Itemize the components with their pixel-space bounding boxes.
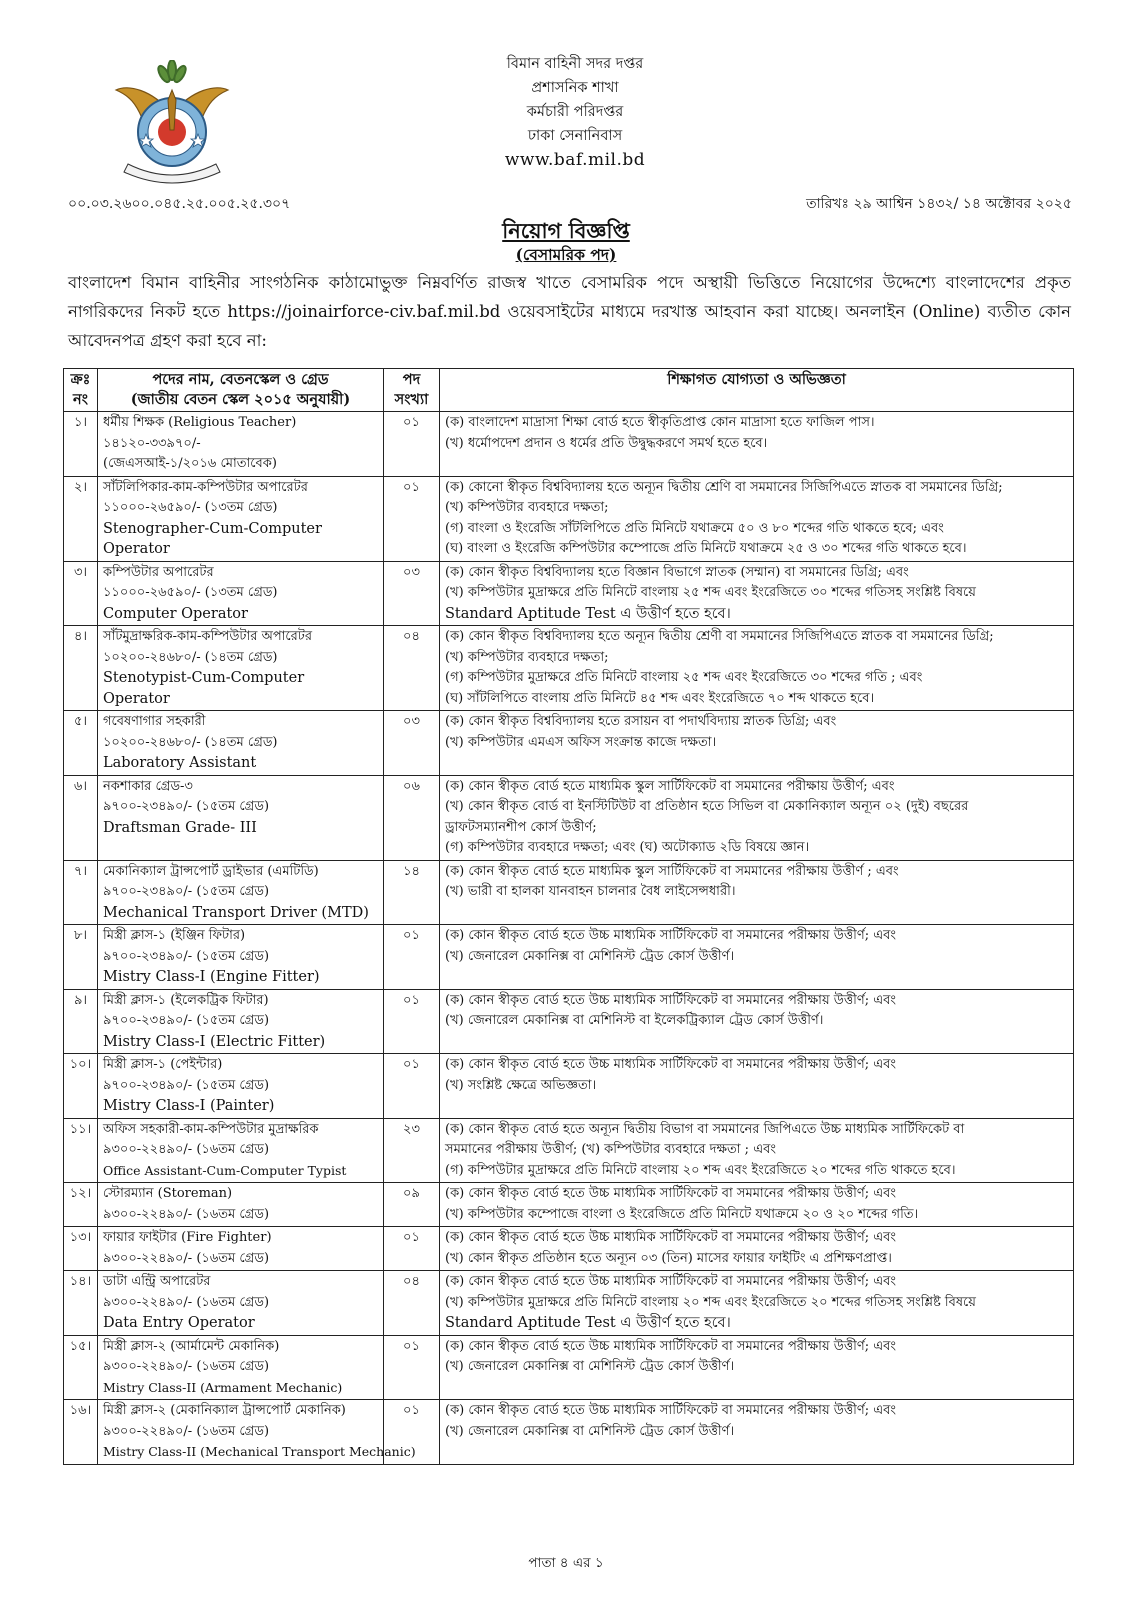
post-line: Mistry Class-II (Armament Mechanic) <box>103 1379 343 1395</box>
row-count: ০৪ <box>384 1271 440 1336</box>
row-count: ১৪ <box>384 860 440 925</box>
row-post <box>98 989 384 1054</box>
qualification-line: (গ) কম্পিউটার মুদ্রাক্ষরে প্রতি মিনিটে বাংলায় ২৫ শব্দ এবং ইংরেজিতে ৩০ শব্দের গতি ; এবং <box>445 670 923 685</box>
qualification-line: (খ) জেনারেল মেকানিক্স বা মেশিনিস্ট ট্রেড কোর্স উত্তীর্ণ। <box>445 948 735 964</box>
qualification-line: (ক) কোনো স্বীকৃত বিশ্ববিদ্যালয় হতে অন্যূন দ্বিতীয় শ্রেণি বা সমমানের সিজিপিএতে স্নাতক বা সমমানের ডিগ্রি; <box>445 479 1003 495</box>
row-serial: ১৫। <box>64 1335 98 1400</box>
table-row <box>64 412 1074 477</box>
qualification-line: (ক) কোন স্বীকৃত বিশ্ববিদ্যালয় হতে বিজ্ঞান বিভাগে স্নাতক (সম্মান) বা সমমানের ডিগ্রি; এবং <box>445 564 909 580</box>
table-row <box>64 1054 1074 1119</box>
row-post <box>98 711 384 776</box>
header-serial-line: নং <box>73 391 88 408</box>
qualification-line: (ক) কোন স্বীকৃত বোর্ড হতে উচ্চ মাধ্যমিক সার্টিফিকেট বা সমমানের পরীক্ষায় উত্তীর্ণ; এবং <box>445 1186 896 1201</box>
table-row <box>64 925 1074 990</box>
row-qualification <box>440 1335 1074 1400</box>
qualification-line: (ক) কোন স্বীকৃত বোর্ড হতে উচ্চ মাধ্যমিক সার্টিফিকেট বা সমমানের পরীক্ষায় উত্তীর্ণ; এবং <box>445 1274 896 1289</box>
qualification-line: (ক) কোন স্বীকৃত বোর্ড হতে উচ্চ মাধ্যমিক সার্টিফিকেট বা সমমানের পরীক্ষায় উত্তীর্ণ; এবং <box>445 1338 896 1354</box>
notice-title: নিয়োগ বিজ্ঞপ্তি <box>502 218 630 243</box>
post-line: ৯৭০০-২৩৪৯০/- (১৫তম গ্রেড) <box>103 1013 270 1028</box>
office-line: প্রশাসনিক শাখা <box>531 80 619 96</box>
row-count: ০১ <box>384 1400 440 1465</box>
post-line: অফিস সহকারী-কাম-কম্পিউটার মুদ্রাক্ষরিক <box>103 1121 319 1137</box>
post-line: ১০২০০-২৪৬৮০/- (১৪তম গ্রেড) <box>103 734 278 750</box>
row-qualification <box>440 989 1074 1054</box>
row-count: ০১ <box>384 476 440 561</box>
qualification-line: (গ) কম্পিউটার ব্যবহারে দক্ষতা; এবং (ঘ) অটোক্যাড ২ডি বিষয়ে জ্ঞান। <box>445 840 810 855</box>
qualification-line: (খ) জেনারেল মেকানিক্স বা মেশিনিস্ট ট্রেড কোর্স উত্তীর্ণ। <box>445 1359 735 1374</box>
qualification-line: (খ) কম্পিউটার মুদ্রাক্ষরে প্রতি মিনিটে বাংলায় ২৫ শব্দ এবং ইংরেজিতে ৩০ শব্দের গতিসহ সংশ্লিষ্ট বিষয়ে <box>445 585 976 600</box>
row-qualification <box>440 775 1074 860</box>
post-line: ৯৩০০-২২৪৯০/- (১৬তম গ্রেড) <box>103 1294 270 1310</box>
qualification-line: (গ) কম্পিউটার মুদ্রাক্ষরে প্রতি মিনিটে বাংলায় ২০ শব্দ এবং ইংরেজিতে ২০ শব্দের গতি থাকতে হবে। <box>445 1162 956 1178</box>
row-count: ০৪ <box>384 626 440 711</box>
row-count: ০৩ <box>384 711 440 776</box>
website-link[interactable]: www.baf.mil.bd <box>504 150 646 170</box>
row-serial: ১৪। <box>64 1271 98 1336</box>
notice-heading <box>0 218 1132 266</box>
post-line: Mistry Class-II (Mechanical Transport Mechanic) <box>103 1444 416 1459</box>
qualification-line: (ক) কোন স্বীকৃত বিশ্ববিদ্যালয় হতে রসায়ন বা পদার্থবিদ্যায় স্নাতক ডিগ্রি; এবং <box>445 714 837 729</box>
row-count: ০৯ <box>384 1183 440 1227</box>
row-qualification <box>440 561 1074 626</box>
baf-emblem-icon <box>112 60 232 188</box>
row-post <box>98 561 384 626</box>
row-serial: ৪। <box>64 626 98 711</box>
post-line: ৯৩০০-২২৪৯০/- (১৬তম গ্রেড) <box>103 1423 270 1439</box>
baf-emblem <box>112 60 232 188</box>
qualification-line: (গ) বাংলা ও ইংরেজি সাঁটলিপিতে প্রতি মিনিটে যথাক্রমে ৫০ ও ৮০ শব্দের গতি থাকতে হবে; এবং <box>445 520 944 536</box>
table-row <box>64 711 1074 776</box>
header-serial <box>64 369 98 412</box>
memo-date: তারিখঃ ২৯ আশ্বিন ১৪৩২/ ১৪ অক্টোবর ২০২৫ <box>806 196 1072 212</box>
row-post <box>98 1335 384 1400</box>
qualification-line: (খ) কম্পিউটার মুদ্রাক্ষরে প্রতি মিনিটে বাংলায় ২০ শব্দ এবং ইংরেজিতে ২০ শব্দের গতিসহ সংশ্লিষ্ট বিষয়ে <box>445 1294 976 1310</box>
row-count: ০১ <box>384 1054 440 1119</box>
header-post-line: (জাতীয় বেতন স্কেল ২০১৫ অনুযায়ী) <box>130 391 351 408</box>
row-post <box>98 860 384 925</box>
post-line: ৯৭০০-২৩৪৯০/- (১৫তম গ্রেড) <box>103 948 270 964</box>
table-body <box>64 412 1074 1465</box>
qualification-line: (ক) কোন স্বীকৃত বোর্ড হতে উচ্চ মাধ্যমিক সার্টিফিকেট বা সমমানের পরীক্ষায় উত্তীর্ণ; এবং <box>445 928 896 943</box>
post-line: Operator <box>103 690 170 707</box>
qualification-line: (ঘ) বাংলা ও ইংরেজি কম্পিউটার কম্পোজে প্রতি মিনিটে যথাক্রমে ২৫ ও ৩০ শব্দের গতি থাকতে হবে। <box>445 541 967 556</box>
memo-number: ০০.০৩.২৬০০.০৪৫.২৫.০০৫.২৫.৩০৭ <box>68 196 291 212</box>
qualification-line: (ক) কোন স্বীকৃত বোর্ড হতে মাধ্যমিক স্কুল সার্টিফিকেট বা সমমানের পরীক্ষায় উত্তীর্ণ ; এবং <box>445 863 899 879</box>
table-row <box>64 561 1074 626</box>
row-post <box>98 925 384 990</box>
post-line: Mistry Class-I (Engine Fitter) <box>103 969 320 985</box>
row-serial: ৯। <box>64 989 98 1054</box>
header-count <box>384 369 440 412</box>
post-line: মিস্ত্রী ক্লাস-১ (ইলেকট্রিক ফিটার) <box>103 992 269 1008</box>
memo-row <box>68 192 1072 212</box>
office-line: বিমান বাহিনী সদর দপ্তর <box>506 56 644 72</box>
qualification-line: (খ) কম্পিউটার ব্যবহারে দক্ষতা; <box>445 500 609 515</box>
row-qualification <box>440 1400 1074 1465</box>
qualification-line: সমমানের পরীক্ষায় উত্তীর্ণ; (খ) কম্পিউটার ব্যবহারে দক্ষতা ; এবং <box>445 1142 776 1157</box>
row-post <box>98 476 384 561</box>
table-row <box>64 1400 1074 1465</box>
row-qualification <box>440 860 1074 925</box>
post-line: নকশাকার গ্রেড-৩ <box>103 778 193 794</box>
row-qualification <box>440 412 1074 477</box>
qualification-line: (খ) জেনারেল মেকানিক্স বা মেশিনিস্ট বা ইলেকট্রিক্যাল ট্রেড কোর্স উত্তীর্ণ। <box>445 1013 824 1028</box>
qualification-line: Standard Aptitude Test এ উত্তীর্ণ হতে হবে। <box>445 1315 731 1331</box>
row-qualification <box>440 711 1074 776</box>
post-line: সাঁটলিপিকার-কাম-কম্পিউটার অপারেটর <box>103 479 308 495</box>
post-line: মিস্ত্রী ক্লাস-১ (ইঞ্জিন ফিটার) <box>103 928 246 943</box>
row-qualification <box>440 1271 1074 1336</box>
qualification-line: (ক) কোন স্বীকৃত বোর্ড হতে উচ্চ মাধ্যমিক সার্টিফিকেট বা সমমানের পরীক্ষায় উত্তীর্ণ; এবং <box>445 1057 896 1072</box>
row-serial: ৩। <box>64 561 98 626</box>
post-line: ১১০০০-২৬৫৯০/- (১৩তম গ্রেড) <box>103 585 278 600</box>
post-line: ধর্মীয় শিক্ষক (Religious Teacher) <box>103 415 297 430</box>
row-post <box>98 1271 384 1336</box>
table-row <box>64 989 1074 1054</box>
table-header-row <box>64 369 1074 412</box>
header-count-line: পদ <box>402 371 421 388</box>
post-line: ৯৭০০-২৩৪৯০/- (১৫তম গ্রেড) <box>103 884 270 899</box>
post-line: ৯৩০০-২২৪৯০/- (১৬তম গ্রেড) <box>103 1250 270 1266</box>
post-line: (জেএসআই-১/২০১৬ মোতাবেক) <box>103 456 277 471</box>
table-row <box>64 476 1074 561</box>
post-line: ১৪১২০-৩৩৯৭০/- <box>103 435 201 451</box>
qualification-line: (খ) কম্পিউটার ব্যবহারে দক্ষতা; <box>445 649 609 665</box>
post-line: কম্পিউটার অপারেটর <box>103 564 214 580</box>
office-header <box>380 52 770 172</box>
post-line: ৯৭০০-২৩৪৯০/- (১৫তম গ্রেড) <box>103 1077 270 1093</box>
qualification-line: Standard Aptitude Test এ উত্তীর্ণ হতে হবে। <box>445 605 731 622</box>
row-post <box>98 775 384 860</box>
post-line: স্টোরম্যান (Storeman) <box>103 1186 233 1201</box>
qualification-line: (ক) কোন স্বীকৃত বোর্ড হতে অন্যূন দ্বিতীয় বিভাগ বা সমমানের জিপিএতে উচ্চ মাধ্যমিক সার্টিফিকেট বা <box>445 1121 965 1137</box>
row-post <box>98 1054 384 1119</box>
qualification-line: (খ) কোন স্বীকৃত প্রতিষ্ঠান হতে অন্যূন ০৩ (তিন) মাসের ফায়ার ফাইটিং এ প্রশিক্ষণপ্রাপ্ত। <box>445 1250 892 1266</box>
post-line: Data Entry Operator <box>103 1315 255 1331</box>
qualification-line: (খ) ভারী বা হালকা যানবাহন চালনার বৈধ লাইসেন্সধারী। <box>445 884 736 899</box>
header-post-line: পদের নাম, বেতনস্কেল ও গ্রেড <box>152 371 329 388</box>
row-count: ০১ <box>384 412 440 477</box>
header-count-line: সংখ্যা <box>394 391 429 408</box>
row-qualification <box>440 626 1074 711</box>
row-qualification <box>440 476 1074 561</box>
post-line: ১০২০০-২৪৬৮০/- (১৪তম গ্রেড) <box>103 649 278 665</box>
row-post <box>98 626 384 711</box>
row-serial: ১৬। <box>64 1400 98 1465</box>
post-line: Office Assistant-Cum-Computer Typist <box>103 1162 347 1178</box>
qualification-line: ড্রাফটসম্যানশীপ কোর্স উত্তীর্ণ; <box>445 819 597 835</box>
table-row <box>64 1271 1074 1336</box>
row-count: ০১ <box>384 989 440 1054</box>
row-count: ০১ <box>384 925 440 990</box>
post-line: ১১০০০-২৬৫৯০/- (১৩তম গ্রেড) <box>103 500 278 515</box>
row-post <box>98 412 384 477</box>
table-row <box>64 775 1074 860</box>
row-serial: ১২। <box>64 1183 98 1227</box>
post-line: Draftsman Grade- III <box>103 819 257 836</box>
post-line: Stenographer-Cum-Computer <box>103 520 322 537</box>
post-line: ৯৩০০-২২৪৯০/- (১৬তম গ্রেড) <box>103 1142 270 1157</box>
row-post <box>98 1400 416 1465</box>
row-serial: ১০। <box>64 1054 98 1119</box>
post-line: গবেষণাগার সহকারী <box>103 714 206 729</box>
table-row <box>64 1118 1074 1183</box>
row-count: ২৩ <box>384 1118 440 1183</box>
row-count: ০১ <box>384 1227 440 1271</box>
row-qualification <box>440 1227 1074 1271</box>
row-serial: ১৩। <box>64 1227 98 1271</box>
header-post <box>98 369 384 412</box>
post-line: মেকানিক্যাল ট্রান্সপোর্ট ড্রাইভার (এমটিডি) <box>103 863 319 879</box>
post-line: ৯৩০০-২২৪৯০/- (১৬তম গ্রেড) <box>103 1359 270 1374</box>
table-row <box>64 860 1074 925</box>
row-serial: ৫। <box>64 711 98 776</box>
qualification-line: (ক) কোন স্বীকৃত বোর্ড হতে উচ্চ মাধ্যমিক সার্টিফিকেট বা সমমানের পরীক্ষায় উত্তীর্ণ; এবং <box>445 992 896 1008</box>
row-qualification <box>440 925 1074 990</box>
post-line: মিস্ত্রী ক্লাস-২ (মেকানিক্যাল ট্রান্সপোর্ট মেকানিক) <box>103 1403 346 1418</box>
office-line: কর্মচারী পরিদপ্তর <box>526 104 624 120</box>
row-qualification <box>440 1118 1074 1183</box>
row-qualification <box>440 1054 1074 1119</box>
post-line: ৯৩০০-২২৪৯০/- (১৬তম গ্রেড) <box>103 1206 270 1222</box>
row-count: ০৬ <box>384 775 440 860</box>
post-line: Stenotypist-Cum-Computer <box>103 670 305 686</box>
post-line: সাঁটমুদ্রাক্ষরিক-কাম-কম্পিউটার অপারেটর <box>103 629 313 644</box>
row-serial: ১১। <box>64 1118 98 1183</box>
qualification-line: (খ) জেনারেল মেকানিক্স বা মেশিনিস্ট ট্রেড কোর্স উত্তীর্ণ। <box>445 1423 735 1439</box>
qualification-line: (খ) কম্পিউটার কম্পোজে বাংলা ও ইংরেজিতে প্রতি মিনিটে যথাক্রমে ২০ ও ২০ শব্দের গতি। <box>445 1206 919 1222</box>
post-line: Laboratory Assistant <box>103 755 257 771</box>
row-post <box>98 1118 384 1183</box>
row-serial: ২। <box>64 476 98 561</box>
notice-subtitle: (বেসামরিক পদ) <box>515 245 617 264</box>
post-line: মিস্ত্রী ক্লাস-২ (আর্মামেন্ট মেকানিক) <box>103 1338 280 1354</box>
post-line: মিস্ত্রী ক্লাস-১ (পেইন্টার) <box>103 1057 223 1072</box>
table-row <box>64 1227 1074 1271</box>
posts-table <box>63 368 1074 1465</box>
row-post <box>98 1227 384 1271</box>
table-row <box>64 1183 1074 1227</box>
post-line: Operator <box>103 541 170 557</box>
row-serial: ৬। <box>64 775 98 860</box>
row-post <box>98 1183 384 1227</box>
post-line: Mechanical Transport Driver (MTD) <box>103 904 369 921</box>
qualification-line: (খ) ধর্মোপদেশ প্রদান ও ধর্মের প্রতি উদ্বুদ্ধকরণে সমর্থ হতে হবে। <box>445 435 768 451</box>
emblem-leaves <box>156 60 188 84</box>
row-serial: ৭। <box>64 860 98 925</box>
post-line: Mistry Class-I (Electric Fitter) <box>103 1033 326 1050</box>
qualification-line: (খ) কোন স্বীকৃত বোর্ড বা ইনস্টিটিউট বা প্রতিষ্ঠান হতে সিভিল বা মেকানিক্যাল অন্যূন ০২ (দুই) বছরের <box>445 799 969 814</box>
row-count: ০৩ <box>384 561 440 626</box>
qualification-line: (খ) সংশ্লিষ্ট ক্ষেত্রে অভিজ্ঞতা। <box>445 1077 597 1093</box>
intro-paragraph: বাংলাদেশ বিমান বাহিনীর সাংগঠনিক কাঠামোভুক্ত নিম্নবর্ণিত রাজস্ব খাতে বেসামরিক পদে অস্থায়ী ভিত্তিতে নিয়োগের উদ্দেশ্যে বাংলাদেশের প্রকৃত নাগরিকদের নিকট হতে https://joinairforce-civ.baf.mil.bd ওয়েবসাইটের মাধ্যমে দরখাস্ত আহবান করা যাচ্ছে। অনলাইন (Online) ব্যতীত কোন আবেদনপত্র গ্রহণ করা হবে না: <box>68 273 1071 350</box>
post-line: ডাটা এন্ট্রি অপারেটর <box>103 1274 211 1289</box>
qualification-line: (ঘ) সাঁটলিপিতে বাংলায় প্রতি মিনিটে ৪৫ শব্দ এবং ইংরেজিতে ৭০ শব্দ থাকতে হবে। <box>445 690 875 706</box>
qualification-line: (ক) কোন স্বীকৃত বোর্ড হতে উচ্চ মাধ্যমিক সার্টিফিকেট বা সমমানের পরীক্ষায় উত্তীর্ণ; এবং <box>445 1230 896 1245</box>
header-serial-line: ক্রঃ <box>70 371 91 388</box>
table-row <box>64 1335 1074 1400</box>
post-line: ফায়ার ফাইটার (Fire Fighter) <box>103 1230 272 1245</box>
office-line: ঢাকা সেনানিবাস <box>527 128 623 144</box>
qualification-line: (ক) কোন স্বীকৃত বোর্ড হতে উচ্চ মাধ্যমিক সার্টিফিকেট বা সমমানের পরীক্ষায় উত্তীর্ণ; এবং <box>445 1403 896 1418</box>
post-line: Computer Operator <box>103 605 248 622</box>
row-count: ০১ <box>384 1335 440 1400</box>
header-qualification: শিক্ষাগত যোগ্যতা ও অভিজ্ঞতা <box>440 369 1074 412</box>
qualification-line: (ক) বাংলাদেশ মাদ্রাসা শিক্ষা বোর্ড হতে স্বীকৃতিপ্রাপ্ত কোন মাদ্রাসা হতে ফাজিল পাস। <box>445 415 875 430</box>
post-line: ৯৭০০-২৩৪৯০/- (১৫তম গ্রেড) <box>103 799 270 814</box>
table-row <box>64 626 1074 711</box>
page-footer: পাতা ৪ এর ১ <box>528 1555 604 1571</box>
qualification-line: (ক) কোন স্বীকৃত বিশ্ববিদ্যালয় হতে অন্যূন দ্বিতীয় শ্রেণী বা সমমানের সিজিপিএতে স্নাতক বা সমমানের ডিগ্রি; <box>445 629 994 644</box>
row-serial: ৮। <box>64 925 98 990</box>
qualification-line: (ক) কোন স্বীকৃত বোর্ড হতে মাধ্যমিক স্কুল সার্টিফিকেট বা সমমানের পরীক্ষায় উত্তীর্ণ; এবং <box>445 778 895 794</box>
row-serial: ১। <box>64 412 98 477</box>
post-line: Mistry Class-I (Painter) <box>103 1098 275 1114</box>
qualification-line: (খ) কম্পিউটার এমএস অফিস সংক্রান্ত কাজে দক্ষতা। <box>445 734 717 750</box>
row-qualification <box>440 1183 1074 1227</box>
